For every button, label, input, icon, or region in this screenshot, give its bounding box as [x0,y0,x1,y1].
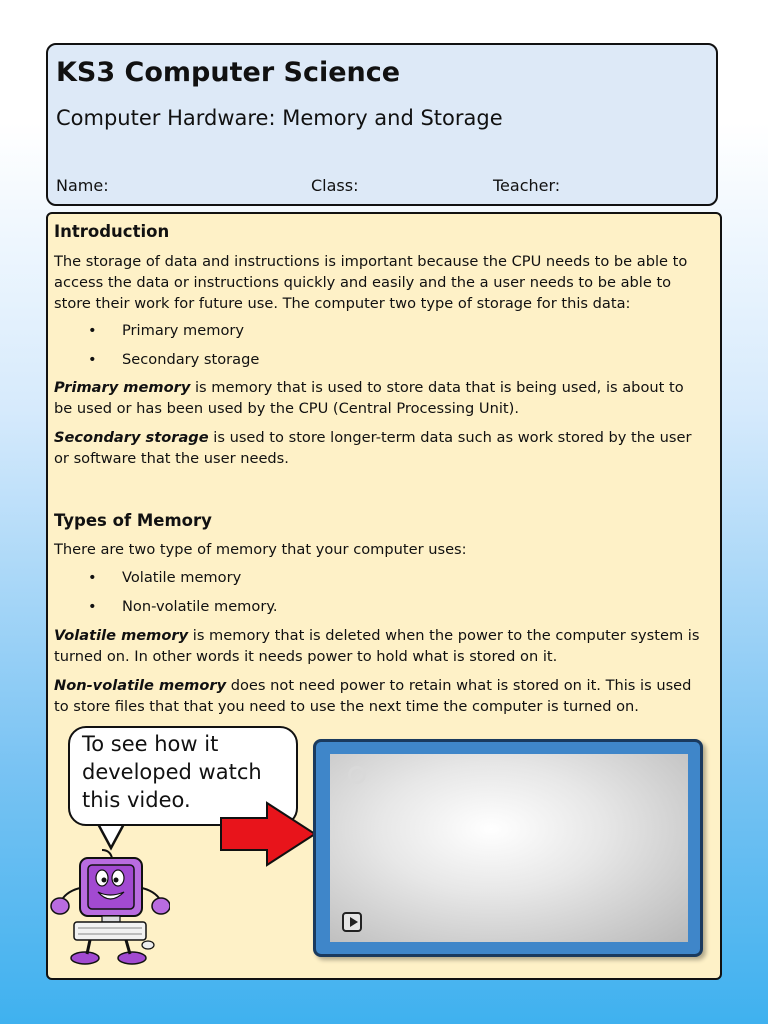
bullet-icon: • [88,598,97,615]
list-item-label: Primary memory [122,322,245,339]
volatile-memory-text: is memory that is deleted when the power to the computer system is turned on. In other words it needs power to hold what is stored on it. [54,627,700,665]
list-item [88,567,241,588]
page-subtitle: Computer Hardware: Memory and Storage [56,106,503,130]
non-volatile-memory-term: Non-volatile memory [54,677,227,694]
bullet-icon: • [88,569,97,586]
bullet-icon: • [88,322,97,339]
speech-bubble-line: To see how it [82,732,219,756]
introduction-paragraph: The storage of data and instructions is important because the CPU needs to be able to access the data or instructions quickly and easily and the a user needs to be able to store their work for future use. The computer two type of storage for this data: [54,253,688,312]
list-item [88,349,259,370]
types-of-memory-heading: Types of Memory [54,511,212,530]
list-item [88,320,244,341]
primary-memory-text: is memory that is used to store data that is being used, is about to be used or has been used by the CPU (Central Processing Unit). [54,379,684,417]
loading-spinner-icon [348,766,366,784]
red-arrow-icon [219,801,317,867]
secondary-storage-term: Secondary storage [54,429,209,446]
list-item-label: Non-volatile memory. [122,598,278,615]
secondary-storage-definition [54,427,706,469]
bullet-icon: • [88,351,97,368]
worksheet-header [46,43,718,206]
secondary-storage-text: is used to store longer-term data such as work stored by the user or software that the user needs. [54,429,692,467]
list-item-label: Secondary storage [122,351,260,368]
computer-mascot-icon [50,848,170,966]
speech-bubble-line: developed watch [82,760,262,784]
non-volatile-memory-text: does not need power to retain what is stored on it. This is used to store files that that you need to use the next time the computer is turned on. [54,677,692,715]
teacher-label: Teacher: [493,176,561,195]
video-screen[interactable] [330,754,688,942]
list-item [88,596,278,617]
class-label: Class: [311,176,359,195]
page-title: KS3 Computer Science [56,57,401,88]
speech-bubble-line: this video. [82,788,191,812]
list-item-label: Volatile memory [122,569,242,586]
volatile-memory-definition [54,625,706,667]
volatile-memory-term: Volatile memory [54,627,189,644]
video-player[interactable] [313,739,703,957]
introduction-heading: Introduction [54,222,170,241]
primary-memory-definition [54,377,706,419]
play-button-icon[interactable] [342,912,362,932]
non-volatile-memory-definition [54,675,706,717]
primary-memory-term: Primary memory [54,379,191,396]
types-paragraph: There are two type of memory that your computer uses: [54,541,467,558]
name-label: Name: [56,176,109,195]
